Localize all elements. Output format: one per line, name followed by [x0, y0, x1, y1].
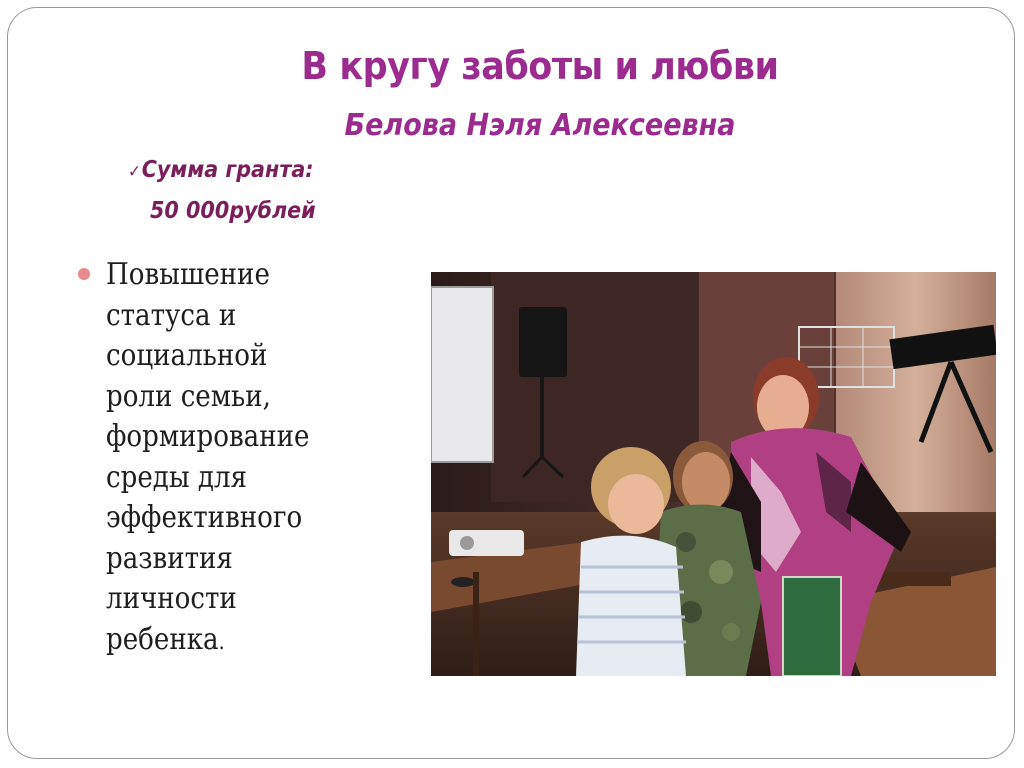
speaker — [519, 307, 567, 377]
grant-label — [128, 157, 314, 183]
boy-striped — [576, 447, 686, 676]
bullet-line: Повышение — [106, 257, 270, 292]
grant-label-text: Сумма гранта: — [141, 157, 314, 183]
grant-amount: 50 000рублей — [150, 198, 316, 224]
bullet-line-last — [106, 620, 367, 664]
bullet-line: формирование — [106, 419, 310, 454]
bullet-line: ребенка — [106, 621, 219, 657]
event-photo-illustration — [431, 272, 996, 676]
bullet-line: статуса и — [106, 297, 237, 333]
bullet-line: личности — [106, 581, 237, 616]
bullet-line: среды для — [106, 459, 248, 495]
bullet-dot-icon — [78, 268, 90, 280]
check-icon: ✓ — [128, 162, 141, 182]
event-photo — [431, 272, 996, 676]
bullet-line: социальной — [106, 338, 268, 373]
projection-screen — [431, 287, 493, 462]
mouse — [451, 577, 475, 587]
bullet-text — [106, 255, 367, 663]
bullet-line: развития — [106, 540, 233, 576]
bullet-line: роли семьи, — [106, 378, 271, 414]
gift-bag — [783, 577, 841, 676]
bullet-line: эффективного — [106, 500, 303, 535]
slide-title: В кругу заботы и любви — [301, 44, 779, 88]
slide-author: Белова Нэля Алексеевна — [344, 108, 736, 143]
bullet-tail: . — [218, 629, 225, 655]
